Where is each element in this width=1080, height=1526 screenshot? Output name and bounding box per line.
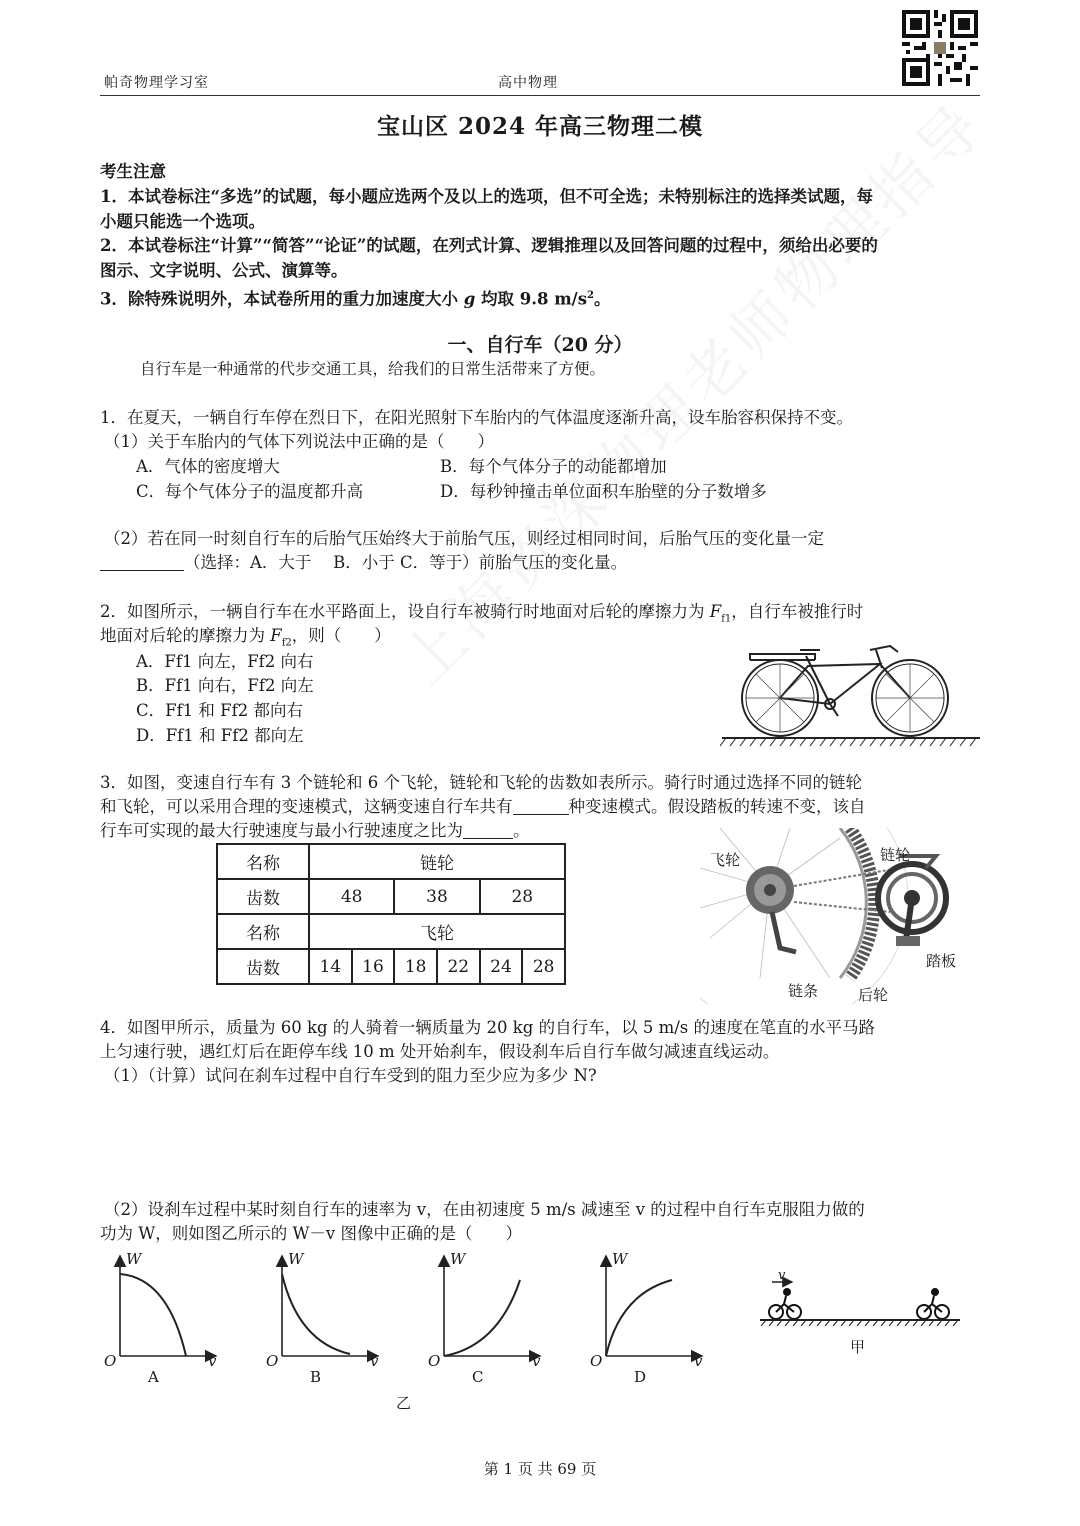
graph-c-curve [444, 1280, 520, 1356]
velocity-label: v [778, 1268, 786, 1283]
q1-option-c[interactable]: C．每个气体分子的温度都升高 [136, 482, 364, 501]
graph-a-label[interactable]: A [148, 1368, 159, 1386]
table-cell: 名称 [217, 914, 309, 949]
page-title: 宝山区 2024 年高三物理二模 [376, 113, 704, 140]
graph-d-x-label: v [694, 1352, 703, 1370]
q1-sub2-line2: （选择：A．大于 B．小于 C．等于）前胎气压的变化量。 [100, 551, 627, 576]
bicycle-figure [720, 628, 982, 750]
notice-line-5: 3．除特殊说明外，本试卷所用的重力加速度大小 g 均取 9.8 $m/s^2$。 [100, 289, 611, 309]
gear-table [216, 843, 566, 985]
table-cell: 24 [480, 949, 523, 984]
graph-c-origin: O [428, 1352, 441, 1370]
header-rule [100, 95, 980, 96]
graph-d-y-label: W [612, 1250, 628, 1268]
graph-a-x-label: v [208, 1352, 217, 1370]
table-cell: 名称 [217, 844, 309, 879]
q2-line1: 2．如图所示，一辆自行车在水平路面上，设自行车被骑行时地面对后轮的摩擦力为 $F_{f1}$，自行车被推行时 [100, 602, 864, 625]
table-cell: 28 [522, 949, 565, 984]
q4-sub2-line2: 功为 W，则如图乙所示的 W－v 图像中正确的是（ ） [100, 1224, 522, 1243]
section-title: 一、自行车（20 分） [447, 334, 633, 356]
graph-b-curve [282, 1274, 350, 1354]
table-cell: 22 [437, 949, 480, 984]
qr-code-icon [902, 10, 978, 86]
road-figure [758, 1270, 962, 1334]
graph-d-label[interactable]: D [634, 1368, 647, 1386]
notice-line-3: 2．本试卷标注“计算”“简答”“论证”的试题，在列式计算、逻辑推理以及回答问题的过程中，须给出必要的 [100, 236, 878, 255]
graph-c-x-label: v [532, 1352, 541, 1370]
q1-stem: 1．在夏天，一辆自行车停在烈日下，在阳光照射下车胎内的气体温度逐渐升高，设车胎容积保持不变。 [100, 408, 853, 427]
q2-option-c[interactable]: C．Ff1 和 Ff2 都向右 [136, 701, 303, 720]
table-cell: 48 [309, 879, 394, 914]
figure-yi-label: 乙 [396, 1394, 412, 1412]
cyclist-icon [769, 1289, 801, 1319]
figure-jia-label: 甲 [850, 1338, 866, 1356]
header-center: 高中物理 [498, 75, 558, 91]
table-cell: 链轮 [309, 844, 565, 879]
graph-a-origin: O [104, 1352, 117, 1370]
q2-option-b[interactable]: B．Ff1 向右，Ff2 向左 [136, 676, 314, 695]
q4-line1: 4．如图甲所示，质量为 60 kg 的人骑着一辆质量为 20 kg 的自行车，以 5 m/s 的速度在笔直的水平马路 [100, 1018, 875, 1037]
q1-sub1: （1）关于车胎内的气体下列说法中正确的是（ ） [104, 432, 494, 451]
q2-option-d[interactable]: D．Ff1 和 Ff2 都向左 [136, 726, 304, 745]
fig-label-chain: 链条 [788, 982, 819, 1000]
graph-a-curve [120, 1274, 186, 1356]
q1-sub2-line1: （2）若在同一时刻自行车的后胎气压始终大于前胎气压，则经过相同时间，后胎气压的变化量一定 [104, 529, 824, 548]
q4-sub2-line1: （2）设刹车过程中某时刻自行车的速率为 v，在由初速度 5 m/s 减速至 v 的过程中自行车克服阻力做的 [104, 1200, 865, 1219]
graph-b-x-label: v [370, 1352, 379, 1370]
answer-blank[interactable] [513, 796, 569, 815]
q2-option-a[interactable]: A．Ff1 向左，Ff2 向右 [136, 652, 314, 671]
graph-b-y-label: W [288, 1250, 304, 1268]
graph-d-curve [606, 1280, 672, 1356]
gear-figure [700, 828, 970, 1004]
table-cell: 齿数 [217, 949, 309, 984]
fig-label-rear-wheel: 后轮 [858, 986, 889, 1004]
notice-line-2: 小题只能选一个选项。 [100, 212, 265, 231]
table-cell: 18 [394, 949, 437, 984]
q3-line3: 行车可实现的最大行驶速度与最小行驶速度之比为 。 [100, 821, 530, 840]
table-cell: 16 [352, 949, 395, 984]
graph-a-y-label: W [126, 1250, 142, 1268]
notice-line-1: 1．本试卷标注“多选”的试题，每小题应选两个及以上的选项，但不可全选；未特别标注的选择类试题，每 [100, 187, 873, 206]
wv-graphs [98, 1250, 718, 1390]
q4-sub1: （1）（计算）试问在刹车过程中自行车受到的阻力至少应为多少 N? [104, 1066, 597, 1085]
q1-option-a[interactable]: A．气体的密度增大 [136, 457, 280, 476]
answer-blank[interactable] [463, 820, 513, 839]
q4-line2: 上匀速行驶，遇红灯后在距停车线 10 m 处开始刹车，假设刹车后自行车做匀减速直线运动。 [100, 1042, 780, 1061]
notice-heading: 考生注意 [100, 162, 166, 181]
graph-c-label[interactable]: C [472, 1368, 484, 1386]
table-cell: 28 [480, 879, 565, 914]
fig-label-flywheel: 飞轮 [710, 851, 741, 869]
graph-c-y-label: W [450, 1250, 466, 1268]
fig-label-pedal: 踏板 [926, 952, 957, 970]
table-cell: 38 [394, 879, 479, 914]
q1-option-b[interactable]: B．每个气体分子的动能都增加 [440, 457, 667, 476]
table-cell: 飞轮 [309, 914, 565, 949]
table-cell: 14 [309, 949, 352, 984]
graph-b-label[interactable]: B [310, 1368, 322, 1386]
q2-line2: 地面对后轮的摩擦力为 $F_{f2}$，则（ ） [100, 626, 391, 649]
cyclist-icon [917, 1289, 949, 1319]
q3-line1: 3．如图，变速自行车有 3 个链轮和 6 个飞轮，链轮和飞轮的齿数如表所示。骑行时通过选择不同的链轮 [100, 773, 862, 792]
q3-line2: 和飞轮，可以采用合理的变速模式，这辆变速自行车共有 种变速模式。假设踏板的转速不变，该自 [100, 797, 866, 816]
table-cell: 齿数 [217, 879, 309, 914]
graph-b-origin: O [266, 1352, 279, 1370]
fig-label-chainring: 链轮 [880, 846, 911, 864]
section-intro: 自行车是一种通常的代步交通工具，给我们的日常生活带来了方便。 [140, 360, 606, 378]
header-left: 帕奇物理学习室 [104, 75, 209, 91]
q1-option-d[interactable]: D．每秒钟撞击单位面积车胎壁的分子数增多 [440, 482, 767, 501]
answer-blank[interactable] [100, 552, 184, 571]
graph-d-origin: O [590, 1352, 603, 1370]
page-footer: 第 1 页 共 69 页 [483, 1460, 597, 1478]
notice-line-4: 图示、文字说明、公式、演算等。 [100, 261, 348, 280]
